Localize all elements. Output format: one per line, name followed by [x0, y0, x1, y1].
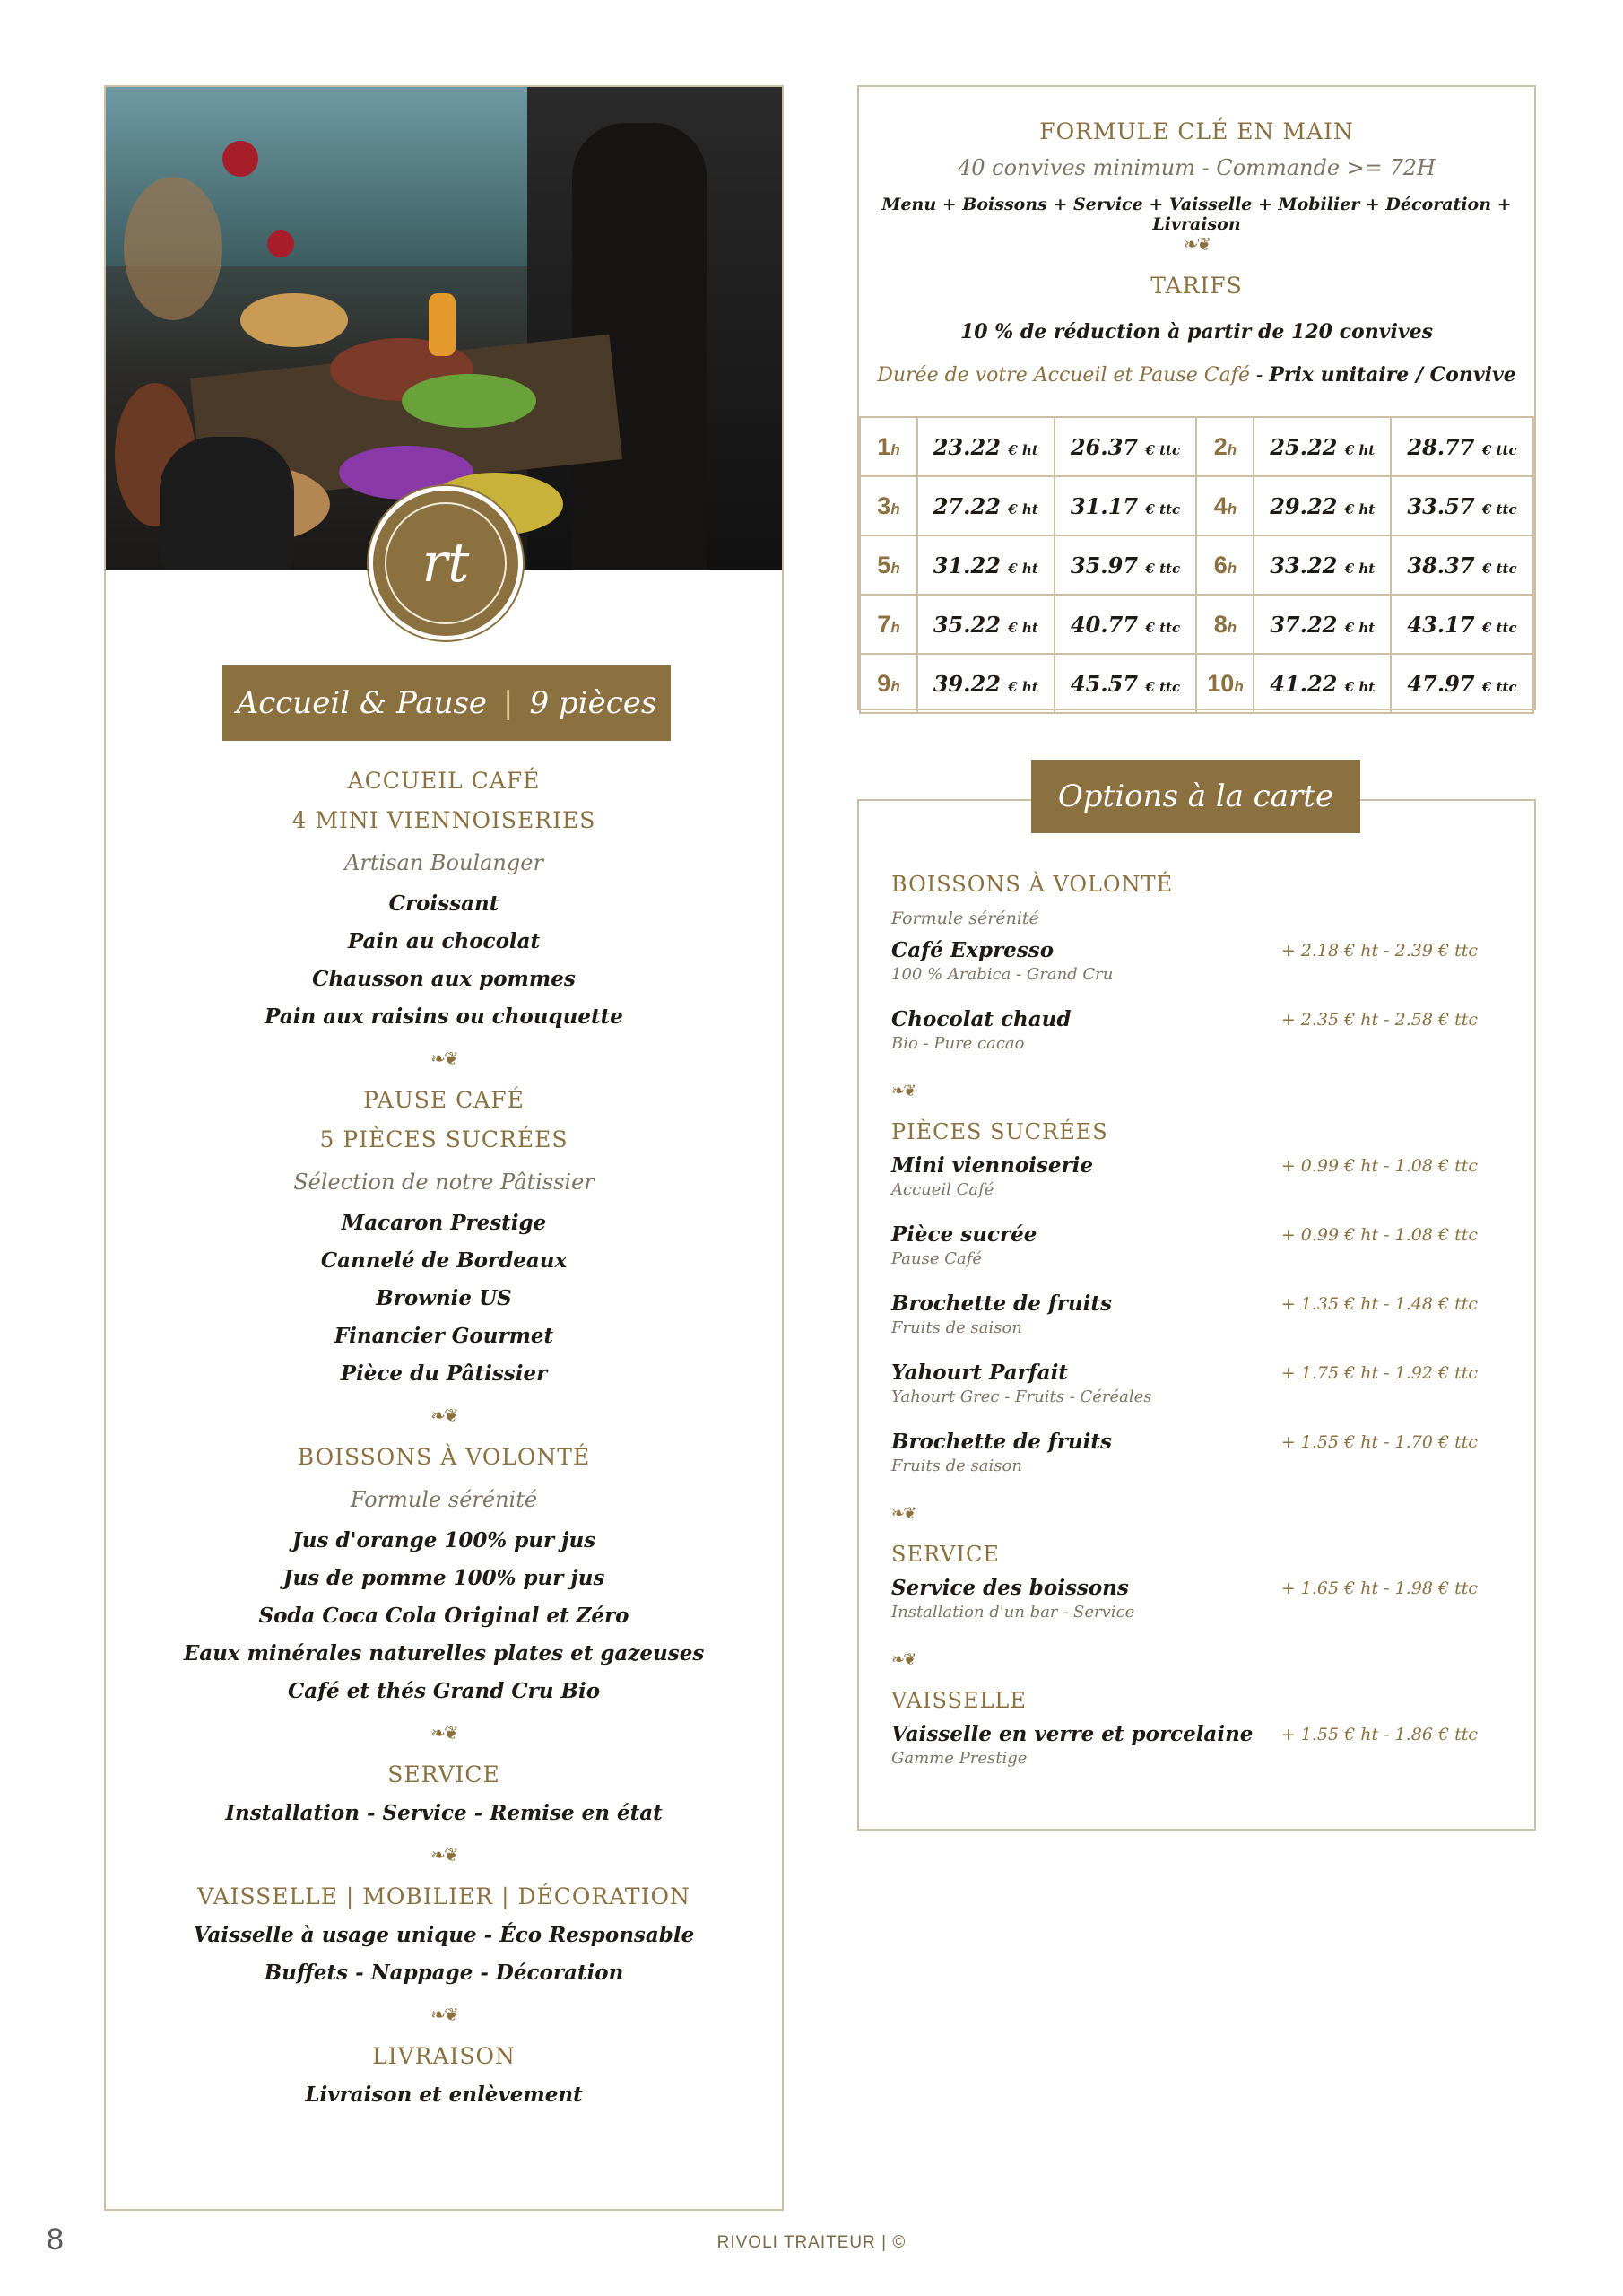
option-price: + 1.35 € ht - 1.48 € ttc: [1280, 1294, 1478, 1314]
tarif-ttc-value: 45.57: [1070, 670, 1139, 697]
menu-item: Financier Gourmet: [334, 1324, 554, 1348]
option-price: + 1.55 € ht - 1.86 € ttc: [1280, 1725, 1478, 1744]
formule-panel: [857, 85, 1536, 710]
brand-logo: [369, 486, 523, 640]
ornament-icon: ❧❦: [430, 1048, 457, 1069]
tarif-ttc-unit: € ttc: [1145, 500, 1181, 517]
tarif-ht-unit: € ht: [1344, 619, 1376, 636]
tarif-ht-unit: € ht: [1008, 619, 1038, 636]
price-label: Prix unitaire / Convive: [1269, 363, 1516, 387]
tarif-price-ttc: [1391, 654, 1533, 713]
option-section-title: SERVICE: [891, 1542, 1000, 1567]
option-item: [891, 1360, 1510, 1429]
tarif-hours: 6: [1213, 551, 1228, 578]
option-price: + 1.65 € ht - 1.98 € ttc: [1280, 1578, 1478, 1598]
menu-item: Jus de pomme 100% pur jus: [282, 1566, 605, 1590]
tarif-ttc-unit: € ttc: [1145, 560, 1181, 577]
tarif-price-ttc: [1391, 595, 1533, 654]
option-item: [891, 1291, 1510, 1360]
menu-item: Vaisselle à usage unique - Éco Responsable: [193, 1923, 695, 1947]
tarif-ttc-value: 35.97: [1070, 552, 1139, 578]
tarifs-legend: [859, 363, 1534, 387]
tarif-price-ht: [917, 417, 1055, 476]
tarif-ttc-unit: € ttc: [1145, 619, 1181, 636]
tarif-price-ht: [1254, 476, 1391, 535]
tarif-ht-value: 39.22: [933, 670, 1001, 697]
tarif-ht-unit: € ht: [1008, 500, 1038, 517]
tarif-ht-unit: € ht: [1344, 678, 1376, 695]
pause-title: PAUSE CAFÉ: [363, 1087, 525, 1113]
tarif-duration: [860, 417, 917, 476]
option-description: Accueil Café: [891, 1180, 994, 1199]
tarif-ttc-unit: € ttc: [1481, 500, 1517, 517]
option-name: Brochette de fruits: [891, 1292, 1112, 1316]
tarif-price-ttc: [1391, 417, 1533, 476]
tarif-price-ht: [1254, 595, 1391, 654]
tarif-ttc-unit: € ttc: [1145, 678, 1181, 695]
options-list: [891, 864, 1510, 1790]
tarif-price-ht: [917, 535, 1055, 595]
tarif-hour-suffix: h: [890, 559, 900, 577]
tarif-ht-unit: € ht: [1008, 678, 1038, 695]
tarif-row: [860, 476, 1533, 535]
tarif-hour-suffix: h: [890, 677, 900, 695]
tarif-hour-suffix: h: [1227, 559, 1237, 577]
page-number: 8: [47, 2222, 64, 2257]
boissons-title: BOISSONS À VOLONTÉ: [297, 1444, 591, 1470]
option-item: [891, 937, 1510, 1006]
tarif-ht-value: 41.22: [1270, 670, 1338, 697]
tarif-ttc-value: 33.57: [1407, 492, 1475, 519]
menu-item: Livraison et enlèvement: [305, 2083, 583, 2107]
menu-item: Macaron Prestige: [341, 1211, 547, 1235]
pause-count: 5 PIÈCES SUCRÉES: [319, 1126, 568, 1152]
tarif-ttc-value: 43.17: [1407, 611, 1475, 638]
tarif-hours: 9: [877, 669, 891, 697]
tarif-duration: [1196, 417, 1254, 476]
option-name: Vaisselle en verre et porcelaine: [891, 1722, 1254, 1746]
tarif-hour-suffix: h: [1227, 618, 1237, 636]
tarif-duration: [860, 535, 917, 595]
option-price: + 1.75 € ht - 1.92 € ttc: [1280, 1363, 1478, 1383]
tarif-price-ttc: [1055, 476, 1197, 535]
option-item: [891, 1222, 1510, 1291]
option-price: + 0.99 € ht - 1.08 € ttc: [1280, 1225, 1478, 1245]
option-name: Chocolat chaud: [891, 1007, 1072, 1031]
tarifs-title: TARIFS: [1150, 273, 1243, 299]
vaisselle-title: VAISSELLE | MOBILIER | DÉCORATION: [197, 1883, 690, 1909]
option-price: + 2.18 € ht - 2.39 € ttc: [1280, 941, 1478, 961]
tarif-ht-value: 33.22: [1270, 552, 1338, 578]
option-description: Fruits de saison: [891, 1457, 1022, 1475]
tarif-hour-suffix: h: [1227, 440, 1237, 458]
menu-content: [106, 761, 782, 2114]
tarif-hour-suffix: h: [1234, 677, 1244, 695]
tarif-price-ttc: [1055, 595, 1197, 654]
tarif-row: [860, 417, 1533, 476]
ornament-icon: ❧❦: [430, 1405, 457, 1426]
tarif-ht-value: 35.22: [933, 611, 1001, 638]
tarif-duration: [1196, 595, 1254, 654]
menu-item: Jus d'orange 100% pur jus: [291, 1528, 596, 1552]
tarif-price-ttc: [1391, 535, 1533, 595]
menu-item: Brownie US: [376, 1286, 512, 1310]
tarif-price-ht: [917, 476, 1055, 535]
duration-label: Durée de votre Accueil et Pause Café: [877, 364, 1250, 387]
option-name: Café Expresso: [891, 938, 1055, 962]
tarif-ttc-unit: € ttc: [1481, 441, 1517, 458]
tarif-hour-suffix: h: [890, 500, 900, 517]
ornament-icon: ❧❦: [430, 2004, 457, 2025]
service-title: SERVICE: [387, 1761, 500, 1787]
option-section-subtitle: Formule sérénité: [891, 909, 1039, 928]
tarif-hours: 1: [877, 432, 891, 460]
menu-item: Buffets - Nappage - Décoration: [264, 1961, 624, 1985]
ornament-icon: ❧❦: [430, 1722, 457, 1744]
option-name: Mini viennoiserie: [891, 1153, 1093, 1178]
tarifs-table: [859, 416, 1534, 714]
menu-title-separator: |: [503, 685, 514, 721]
formule-includes: Menu + Boissons + Service + Vaisselle + Mobilier + Décoration + Livraison: [881, 195, 1512, 234]
option-description: 100 % Arabica - Grand Cru: [891, 965, 1114, 984]
option-name: Brochette de fruits: [891, 1430, 1112, 1454]
menu-item: Eaux minérales naturelles plates et gazeuses: [183, 1641, 705, 1665]
menu-item: Pain aux raisins ou chouquette: [265, 1004, 623, 1029]
tarif-hours: 3: [877, 491, 891, 519]
menu-item: Croissant: [388, 891, 499, 916]
options-title-banner: Options à la carte: [1031, 760, 1360, 833]
legend-dash: -: [1255, 364, 1263, 387]
tarif-price-ttc: [1055, 535, 1197, 595]
footer-text: RIVOLI TRAITEUR | ©: [716, 2233, 907, 2252]
option-item: [891, 1429, 1510, 1498]
tarif-price-ht: [1254, 535, 1391, 595]
option-name: Service des boissons: [891, 1576, 1129, 1600]
tarif-ttc-value: 26.37: [1070, 433, 1139, 460]
menu-item: Chausson aux pommes: [312, 967, 576, 991]
tarif-hour-suffix: h: [1227, 500, 1237, 517]
accueil-title: ACCUEIL CAFÉ: [347, 768, 541, 794]
option-description: Pause Café: [891, 1249, 983, 1268]
accueil-count: 4 MINI VIENNOISERIES: [291, 807, 596, 833]
pause-subtitle: Sélection de notre Pâtissier: [293, 1170, 595, 1195]
tarif-ttc-value: 28.77: [1407, 433, 1475, 460]
tarif-ht-unit: € ht: [1008, 441, 1038, 458]
menu-pieces: 9 pièces: [529, 685, 657, 721]
option-name: Pièce sucrée: [891, 1222, 1037, 1247]
option-item: [891, 1575, 1510, 1644]
tarif-ttc-unit: € ttc: [1481, 619, 1517, 636]
ornament-icon: ❧❦: [891, 1504, 916, 1523]
options-panel: [857, 799, 1536, 1831]
tarif-price-ht: [1254, 654, 1391, 713]
tarif-duration: [1196, 535, 1254, 595]
livraison-title: LIVRAISON: [372, 2043, 516, 2069]
tarif-hours: 2: [1213, 432, 1228, 460]
tarif-hour-suffix: h: [890, 618, 900, 636]
tarif-hours: 10: [1207, 669, 1235, 697]
tarif-ttc-value: 40.77: [1070, 611, 1139, 638]
tarif-ht-value: 31.22: [933, 552, 1001, 578]
tarif-ttc-value: 38.37: [1407, 552, 1475, 578]
option-price: + 2.35 € ht - 2.58 € ttc: [1280, 1010, 1478, 1030]
menu-item: Soda Coca Cola Original et Zéro: [258, 1604, 629, 1628]
tarif-duration: [1196, 654, 1254, 713]
ornament-icon: ❧❦: [891, 1650, 916, 1669]
option-item: [891, 1152, 1510, 1222]
tarif-ht-value: 23.22: [933, 433, 1001, 460]
menu-item: Pièce du Pâtissier: [340, 1361, 548, 1386]
tarif-price-ttc: [1391, 476, 1533, 535]
option-description: Bio - Pure cacao: [891, 1034, 1025, 1053]
menu-item: Installation - Service - Remise en état: [225, 1801, 663, 1825]
brand-logo-mark: rt: [385, 502, 507, 624]
tarif-ht-value: 27.22: [933, 492, 1001, 519]
tarif-ht-unit: € ht: [1008, 560, 1038, 577]
ornament-icon: ❧❦: [430, 1844, 457, 1866]
menu-title-banner: [222, 665, 671, 741]
option-description: Installation d'un bar - Service: [891, 1603, 1135, 1622]
tarif-row: [860, 535, 1533, 595]
accueil-subtitle: Artisan Boulanger: [344, 850, 543, 875]
tarif-hours: 7: [877, 610, 891, 638]
tarif-duration: [860, 476, 917, 535]
formule-subtitle: 40 convives minimum - Commande >= 72H: [958, 155, 1436, 180]
option-price: + 0.99 € ht - 1.08 € ttc: [1280, 1156, 1478, 1176]
boissons-subtitle: Formule sérénité: [350, 1487, 538, 1512]
tarif-hour-suffix: h: [890, 440, 900, 458]
tarif-ht-value: 25.22: [1270, 433, 1338, 460]
option-section-title: PIÈCES SUCRÉES: [891, 1119, 1108, 1144]
tarif-price-ttc: [1055, 417, 1197, 476]
tarif-ttc-unit: € ttc: [1481, 560, 1517, 577]
tarif-ht-value: 29.22: [1270, 492, 1338, 519]
tarif-row: [860, 595, 1533, 654]
tarifs-discount: 10 % de réduction à partir de 120 convives: [960, 320, 1433, 344]
tarif-row: [860, 654, 1533, 713]
tarif-price-ttc: [1055, 654, 1197, 713]
tarif-duration: [860, 654, 917, 713]
option-description: Yahourt Grec - Fruits - Céréales: [891, 1387, 1152, 1406]
tarif-ht-unit: € ht: [1344, 500, 1376, 517]
menu-item: Pain au chocolat: [347, 929, 541, 953]
option-price: + 1.55 € ht - 1.70 € ttc: [1280, 1432, 1478, 1452]
option-description: Gamme Prestige: [891, 1749, 1028, 1768]
tarif-ttc-unit: € ttc: [1145, 441, 1181, 458]
option-name: Yahourt Parfait: [891, 1361, 1068, 1385]
tarif-duration: [1196, 476, 1254, 535]
option-section-title: BOISSONS À VOLONTÉ: [891, 872, 1174, 897]
tarif-hours: 5: [877, 551, 891, 578]
tarif-price-ht: [917, 595, 1055, 654]
tarif-ttc-value: 31.17: [1070, 492, 1139, 519]
option-description: Fruits de saison: [891, 1318, 1022, 1337]
formule-title: FORMULE CLÉ EN MAIN: [1039, 118, 1354, 144]
tarif-ttc-value: 47.97: [1407, 670, 1475, 697]
tarif-ht-unit: € ht: [1344, 441, 1376, 458]
tarif-price-ht: [917, 654, 1055, 713]
tarif-ht-value: 37.22: [1270, 611, 1338, 638]
menu-title: Accueil & Pause: [236, 685, 488, 721]
tarif-hours: 8: [1213, 610, 1228, 638]
tarif-hours: 4: [1213, 491, 1228, 519]
menu-item: Cannelé de Bordeaux: [320, 1248, 568, 1273]
menu-item: Café et thés Grand Cru Bio: [287, 1679, 601, 1703]
option-item: [891, 1006, 1510, 1075]
ornament-icon: ❧❦: [891, 1082, 916, 1100]
option-section-title: VAISSELLE: [891, 1688, 1027, 1713]
tarif-ttc-unit: € ttc: [1481, 678, 1517, 695]
menu-panel: [104, 85, 784, 2211]
ornament-icon: ❧❦: [1183, 233, 1211, 255]
tarif-ht-unit: € ht: [1344, 560, 1376, 577]
tarif-duration: [860, 595, 917, 654]
option-item: [891, 1721, 1510, 1790]
tarif-price-ht: [1254, 417, 1391, 476]
